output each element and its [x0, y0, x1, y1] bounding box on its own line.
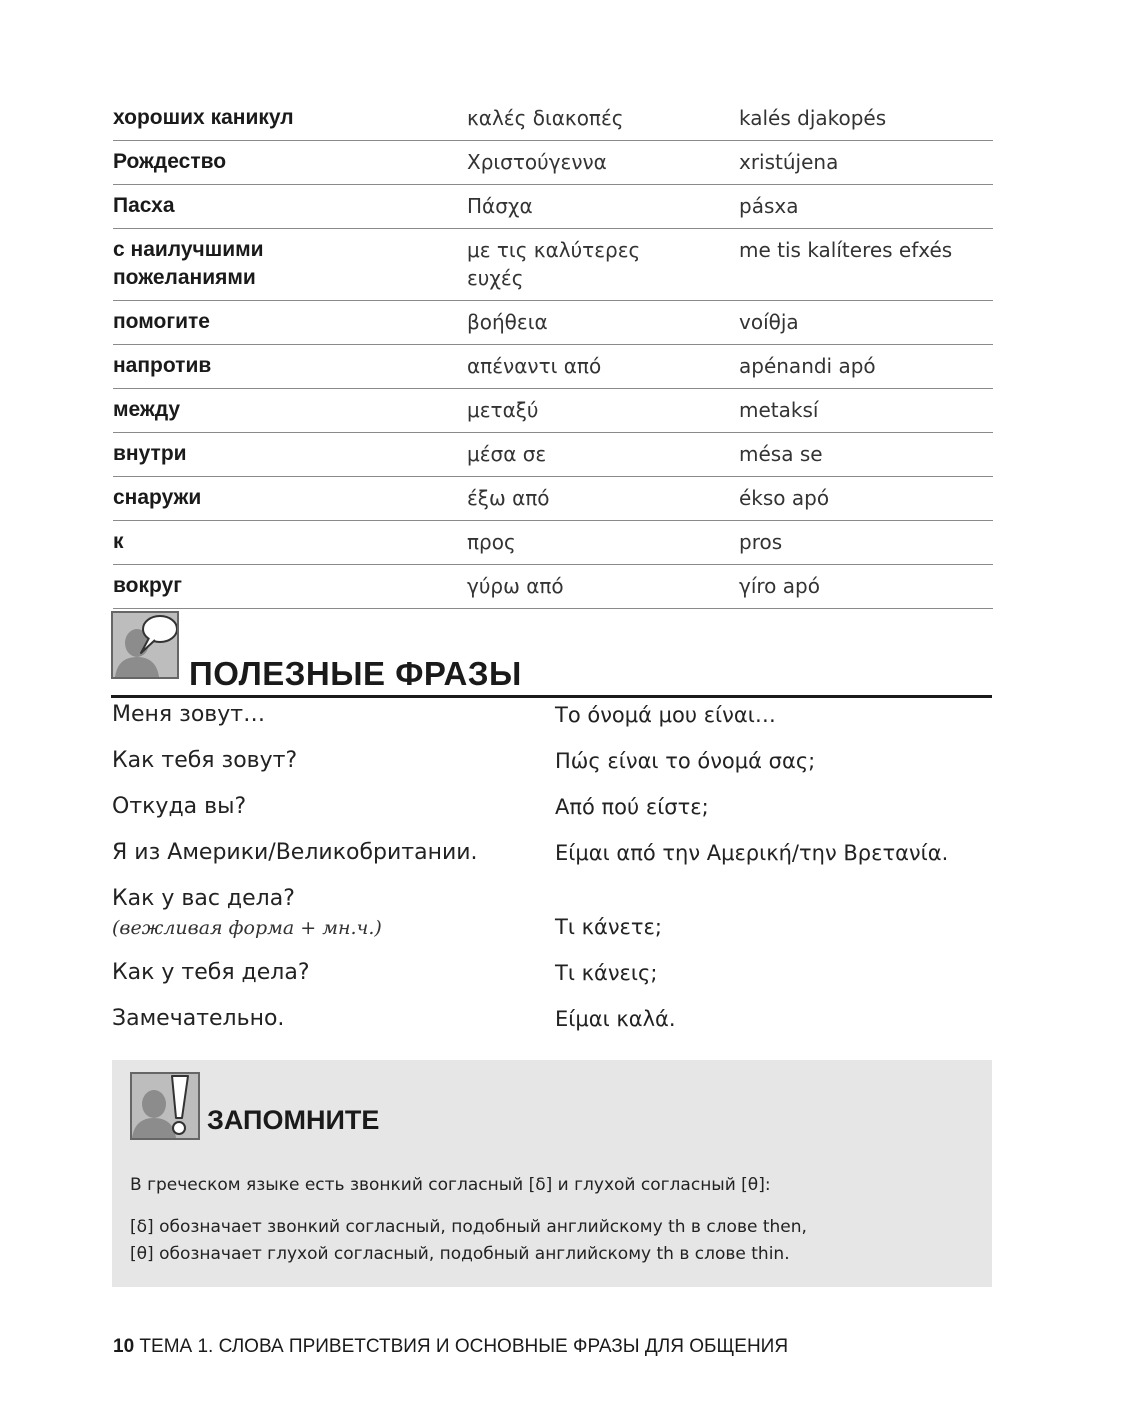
- vocab-row: [113, 141, 993, 185]
- speech-bubble-person-icon: [111, 611, 179, 679]
- section-title: ПОЛЕЗНЫЕ ФРАЗЫ: [189, 655, 522, 692]
- vocab-row: [113, 301, 993, 345]
- greek-word: Πάσχα: [467, 194, 533, 218]
- greek-word: προς: [467, 530, 516, 554]
- phrase-row: [112, 884, 992, 942]
- remember-box: [112, 1060, 992, 1287]
- remember-line: [δ] обозначает звонкий согласный, подобный английскому th в слове then,: [130, 1217, 807, 1237]
- transliteration: pros: [739, 530, 783, 554]
- phrase-row: [112, 792, 992, 822]
- russian-phrase: Как у вас дела?: [112, 886, 295, 911]
- russian-word: между: [113, 398, 181, 421]
- transliteration: pásxa: [739, 194, 799, 218]
- page-footer: [113, 1335, 788, 1359]
- transliteration: apénandi apó: [739, 354, 876, 378]
- greek-word: Χριστούγεννα: [467, 150, 607, 174]
- phrase-row: [112, 746, 992, 776]
- vocab-row: [113, 229, 993, 301]
- vocab-row: [113, 521, 993, 565]
- vocab-row: [113, 389, 993, 433]
- greek-word: βοήθεια: [467, 310, 548, 334]
- russian-word: вокруг: [113, 574, 182, 597]
- vocab-row: [113, 477, 993, 521]
- greek-phrase: Τι κάνετε;: [555, 915, 662, 939]
- greek-phrase: Πώς είναι το όνομά σας;: [555, 749, 816, 773]
- vocab-row: [113, 565, 993, 609]
- transliteration: voíθja: [739, 310, 799, 334]
- greek-word: έξω από: [467, 486, 550, 510]
- greek-word: απέναντι από: [467, 354, 602, 378]
- page-number: 10: [113, 1336, 135, 1357]
- russian-word: к: [113, 530, 124, 553]
- russian-word: напротив: [113, 354, 212, 377]
- russian-phrase: Откуда вы?: [112, 794, 247, 819]
- greek-phrase: Τι κάνεις;: [555, 961, 658, 985]
- phrase-row: [112, 838, 992, 868]
- greek-phrase: Είμαι από την Αμερική/την Βρετανία.: [555, 841, 949, 865]
- greek-word: μεταξύ: [467, 398, 539, 422]
- russian-word: помогите: [113, 310, 210, 333]
- greek-word: με τις καλύτερες ευχές: [467, 238, 641, 290]
- greek-word: μέσα σε: [467, 442, 547, 466]
- russian-phrase: Замечательно.: [112, 1006, 285, 1031]
- greek-phrase: Το όνομά μου είναι…: [555, 703, 776, 727]
- vocab-row: [113, 97, 993, 141]
- transliteration: kalés djakopés: [739, 106, 887, 130]
- transliteration: ékso apó: [739, 486, 830, 510]
- vocabulary-table: [113, 97, 993, 609]
- russian-phrase-with-note: [112, 884, 555, 942]
- transliteration: γíro apó: [739, 574, 820, 598]
- phrase-note: (вежливая форма + мн.ч.): [112, 917, 382, 939]
- russian-phrase: Я из Америки/Великобритании.: [112, 840, 478, 865]
- phrase-row: [112, 700, 992, 730]
- remember-intro: В греческом языке есть звонкий согласный [δ] и глухой согласный [θ]:: [130, 1175, 771, 1195]
- phrases-section-header: [111, 611, 992, 698]
- transliteration: me tis kalíteres efxés: [739, 238, 953, 262]
- transliteration: metaksí: [739, 398, 819, 422]
- vocab-row: [113, 345, 993, 389]
- chapter-title: ТЕМА 1. СЛОВА ПРИВЕТСТВИЯ И ОСНОВНЫЕ ФРАЗЫ ДЛЯ ОБЩЕНИЯ: [139, 1336, 789, 1357]
- vocab-row: [113, 433, 993, 477]
- russian-word: с наилучшими пожеланиями: [113, 238, 264, 289]
- greek-word: γύρω από: [467, 574, 564, 598]
- greek-word: καλές διακοπές: [467, 106, 624, 130]
- remember-title: ЗАПОМНИТЕ: [207, 1105, 380, 1135]
- phrases-list: [112, 700, 992, 1050]
- russian-word: снаружи: [113, 486, 202, 509]
- russian-word: внутри: [113, 442, 187, 465]
- greek-phrase: Είμαι καλά.: [555, 1007, 676, 1031]
- vocab-row: [113, 185, 993, 229]
- remember-line: [θ] обозначает глухой согласный, подобный английскому th в слове thin.: [130, 1244, 790, 1264]
- russian-phrase: Как тебя зовут?: [112, 748, 298, 773]
- russian-phrase: Меня зовут…: [112, 702, 266, 727]
- phrase-row: [112, 958, 992, 988]
- russian-word: Пасха: [113, 194, 175, 217]
- russian-word: Рождество: [113, 150, 227, 173]
- greek-phrase: Από πού είστε;: [555, 795, 709, 819]
- phrase-row: [112, 1004, 992, 1034]
- transliteration: xristújena: [739, 150, 839, 174]
- russian-phrase: Как у тебя дела?: [112, 960, 310, 985]
- russian-word: хороших каникул: [113, 106, 294, 129]
- exclamation-person-icon: [130, 1072, 200, 1140]
- transliteration: mésa se: [739, 442, 823, 466]
